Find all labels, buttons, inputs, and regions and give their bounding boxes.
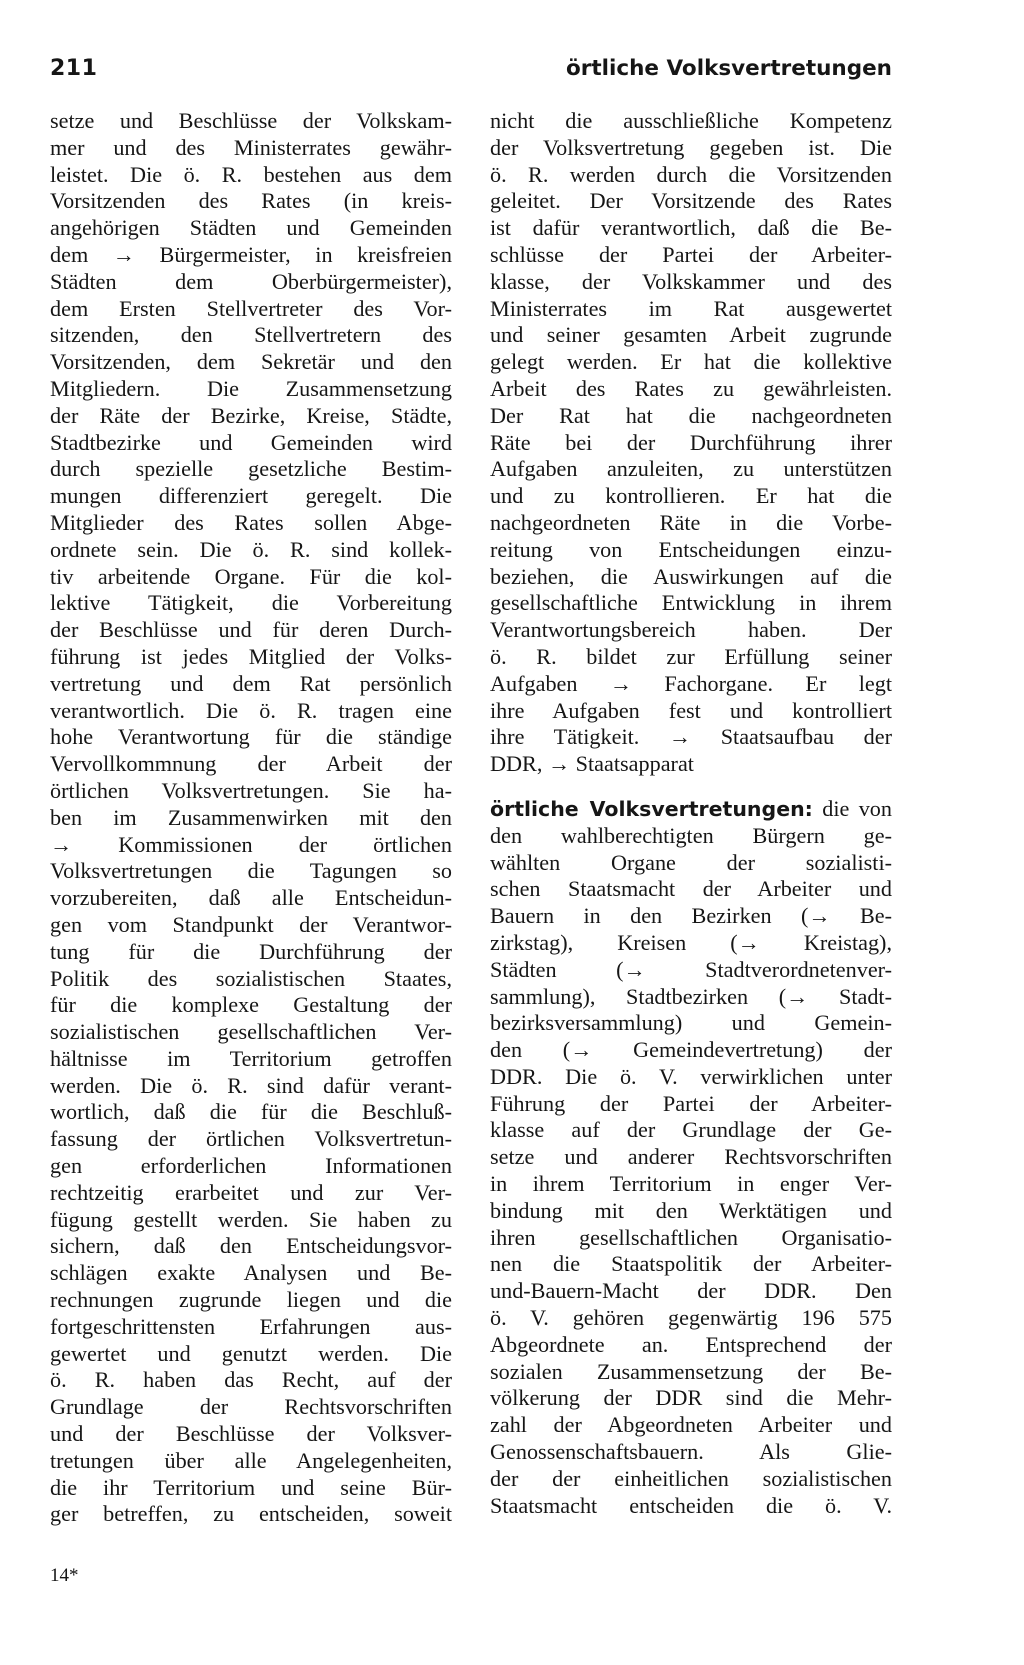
text-line: gewertet und genutzt werden. Die bbox=[50, 1340, 452, 1366]
text-line: vertretung und dem Rat persönlich bbox=[50, 670, 452, 696]
text-line: nicht die ausschließliche Kompetenz bbox=[490, 108, 892, 133]
text-line: tretungen über alle Angelegenheiten, bbox=[50, 1447, 452, 1473]
text-line: der Beschlüsse und für deren Durch- bbox=[50, 617, 452, 643]
text-line: Städten dem Oberbürgermeister), bbox=[50, 268, 452, 294]
text-line: schlägen exakte Analysen und Be- bbox=[50, 1260, 452, 1286]
text-line: rechnungen zugrunde liegen und die bbox=[50, 1287, 452, 1313]
text-line: Arbeit des Rates zu gewährleisten. bbox=[490, 375, 892, 401]
text-line: mungen differenziert geregelt. Die bbox=[50, 483, 452, 509]
text-line: die ihr Territorium und seine Bür- bbox=[50, 1474, 452, 1500]
text-line: mer und des Ministerrates gewähr- bbox=[50, 134, 452, 160]
text-line: tiv arbeitende Organe. Für die kol- bbox=[50, 563, 452, 589]
text-line: Städten (→ Stadtverordnetenver- bbox=[490, 956, 892, 982]
entry-first-line bbox=[490, 796, 892, 823]
text-line: Mitgliedern. Die Zusammensetzung bbox=[50, 375, 452, 401]
text-line: verantwortlich. Die ö. R. tragen eine bbox=[50, 697, 452, 723]
text-line: zirkstag), Kreisen (→ Kreistag), bbox=[490, 929, 892, 955]
entry-gap bbox=[490, 778, 892, 796]
text-line: ihre Tätigkeit. → Staatsaufbau der bbox=[490, 724, 892, 750]
text-line: gen vom Standpunkt der Verantwor- bbox=[50, 911, 452, 937]
text-line: sozialistischen gesellschaftlichen Ver- bbox=[50, 1019, 452, 1045]
text-line: leistet. Die ö. R. bestehen aus dem bbox=[50, 161, 452, 187]
text-line: dem Ersten Stellvertreter des Vor- bbox=[50, 295, 452, 321]
text-line: Staatsmacht entscheiden die ö. V. bbox=[490, 1492, 892, 1518]
text-line: reitung von Entscheidungen einzu- bbox=[490, 536, 892, 562]
text-line: Genossenschaftsbauern. Als Glie- bbox=[490, 1439, 892, 1465]
text-line: gesellschaftliche Entwicklung in ihrem bbox=[490, 590, 892, 616]
signature-mark: 14* bbox=[50, 1565, 79, 1586]
text-line: Vorsitzenden, dem Sekretär und den bbox=[50, 349, 452, 375]
text-line: sammlung), Stadtbezirken (→ Stadt- bbox=[490, 983, 892, 1009]
text-line: gelegt werden. Er hat die kollektive bbox=[490, 349, 892, 375]
text-line: Vervollkommnung der Arbeit der bbox=[50, 751, 452, 777]
text-line: und zu kontrollieren. Er hat die bbox=[490, 483, 892, 509]
text-line: Vorsitzenden des Rates (in kreis- bbox=[50, 188, 452, 214]
text-line: völkerung der DDR sind die Mehr- bbox=[490, 1385, 892, 1411]
text-line: fügung gestellt werden. Sie haben zu bbox=[50, 1206, 452, 1232]
text-line: ö. V. gehören gegenwärtig 196 575 bbox=[490, 1305, 892, 1331]
text-line: und der Beschlüsse der Volksver- bbox=[50, 1421, 452, 1447]
text-line: ordnete sein. Die ö. R. sind kollek- bbox=[50, 536, 452, 562]
text-line: und-Bauern-Macht der DDR. Den bbox=[490, 1278, 892, 1304]
text-line: wählten Organe der sozialisti- bbox=[490, 849, 892, 875]
text-line: in ihrem Territorium in enger Ver- bbox=[490, 1171, 892, 1197]
text-line: örtlichen Volksvertretungen. Sie ha- bbox=[50, 777, 452, 803]
entry-first-line-rest: die von bbox=[812, 795, 892, 821]
text-line: bezirksversammlung) und Gemein- bbox=[490, 1010, 892, 1036]
text-line: sitzenden, den Stellvertretern des bbox=[50, 322, 452, 348]
left-column bbox=[50, 108, 452, 1528]
text-line: den (→ Gemeindevertretung) der bbox=[490, 1037, 892, 1063]
text-line: Stadtbezirke und Gemeinden wird bbox=[50, 429, 452, 455]
text-line: wortlich, daß die für die Beschluß- bbox=[50, 1099, 452, 1125]
text-line: rechtzeitig erarbeitet und zur Ver- bbox=[50, 1179, 452, 1205]
text-line: nachgeordneten Räte in die Vorbe- bbox=[490, 509, 892, 535]
text-line: ben im Zusammenwirken mit den bbox=[50, 804, 452, 830]
text-line: klasse auf der Grundlage der Ge- bbox=[490, 1117, 892, 1143]
text-line: Verantwortungsbereich haben. Der bbox=[490, 617, 892, 643]
text-line: Aufgaben anzuleiten, zu unterstützen bbox=[490, 456, 892, 482]
text-line: Aufgaben → Fachorgane. Er legt bbox=[490, 670, 892, 696]
text-line: → Kommissionen der örtlichen bbox=[50, 831, 452, 857]
text-line: zahl der Abgeordneten Arbeiter und bbox=[490, 1412, 892, 1438]
text-line: setze und anderer Rechtsvorschriften bbox=[490, 1144, 892, 1170]
text-line: Mitglieder des Rates sollen Abge- bbox=[50, 509, 452, 535]
entry-headword: örtliche Volksvertretungen: bbox=[490, 796, 813, 821]
text-line: bindung mit den Werktätigen und bbox=[490, 1197, 892, 1223]
text-line: Räte bei der Durchführung ihrer bbox=[490, 429, 892, 455]
page-number: 211 bbox=[50, 56, 98, 81]
text-line: Politik des sozialistischen Staates, bbox=[50, 965, 452, 991]
text-line: Abgeordnete an. Entsprechend der bbox=[490, 1331, 892, 1357]
text-line: Bauern in den Bezirken (→ Be- bbox=[490, 903, 892, 929]
text-line: tung für die Durchführung der bbox=[50, 938, 452, 964]
text-line: sichern, daß den Entscheidungsvor- bbox=[50, 1233, 452, 1259]
text-line: ist dafür verantwortlich, daß die Be- bbox=[490, 215, 892, 241]
text-line: hältnisse im Territorium getroffen bbox=[50, 1045, 452, 1071]
text-line: der Volksvertretung gegeben ist. Die bbox=[490, 134, 892, 160]
text-line: ö. R. werden durch die Vorsitzenden bbox=[490, 161, 892, 187]
text-line: setze und Beschlüsse der Volkskam- bbox=[50, 108, 452, 133]
text-line: schlüsse der Partei der Arbeiter- bbox=[490, 241, 892, 267]
right-column bbox=[490, 108, 892, 1519]
text-line: Der Rat hat die nachgeordneten bbox=[490, 402, 892, 428]
text-line: gen erforderlichen Informationen bbox=[50, 1153, 452, 1179]
text-line: Führung der Partei der Arbeiter- bbox=[490, 1090, 892, 1116]
text-line: Volksvertretungen die Tagungen so bbox=[50, 858, 452, 884]
text-line: nen die Staatspolitik der Arbeiter- bbox=[490, 1251, 892, 1277]
text-line: lektive Tätigkeit, die Vorbereitung bbox=[50, 590, 452, 616]
text-line: vorzubereiten, daß alle Entscheidun- bbox=[50, 885, 452, 911]
text-line: den wahlberechtigten Bürgern ge- bbox=[490, 822, 892, 848]
text-line: schen Staatsmacht der Arbeiter und bbox=[490, 876, 892, 902]
text-line: Grundlage der Rechtsvorschriften bbox=[50, 1394, 452, 1420]
text-line: Ministerrates im Rat ausgewertet bbox=[490, 295, 892, 321]
text-line: fassung der örtlichen Volksvertretun- bbox=[50, 1126, 452, 1152]
text-line: beziehen, die Auswirkungen auf die bbox=[490, 563, 892, 589]
text-line: führung ist jedes Mitglied der Volks- bbox=[50, 643, 452, 669]
text-line: ö. R. bildet zur Erfüllung seiner bbox=[490, 643, 892, 669]
text-line: ö. R. haben das Recht, auf der bbox=[50, 1367, 452, 1393]
text-line: für die komplexe Gestaltung der bbox=[50, 992, 452, 1018]
text-line: der Räte der Bezirke, Kreise, Städte, bbox=[50, 402, 452, 428]
text-line: DDR, → Staatsapparat bbox=[490, 751, 694, 777]
text-line: geleitet. Der Vorsitzende des Rates bbox=[490, 188, 892, 214]
text-line: sozialen Zusammensetzung der Be- bbox=[490, 1358, 892, 1384]
text-line: angehörigen Städten und Gemeinden bbox=[50, 215, 452, 241]
text-line: ihre Aufgaben fest und kontrolliert bbox=[490, 697, 892, 723]
running-head: örtliche Volksvertretungen bbox=[565, 56, 892, 81]
text-line: der der einheitlichen sozialistischen bbox=[490, 1465, 892, 1491]
text-line: DDR. Die ö. V. verwirklichen unter bbox=[490, 1063, 892, 1089]
text-line: und seiner gesamten Arbeit zugrunde bbox=[490, 322, 892, 348]
text-line: dem → Bürgermeister, in kreisfreien bbox=[50, 241, 452, 267]
text-line: klasse, der Volkskammer und des bbox=[490, 268, 892, 294]
text-line: hohe Verantwortung für die ständige bbox=[50, 724, 452, 750]
text-line: fortgeschrittensten Erfahrungen aus- bbox=[50, 1313, 452, 1339]
text-line: ihren gesellschaftlichen Organisatio- bbox=[490, 1224, 892, 1250]
text-line: ger betreffen, zu entscheiden, soweit bbox=[50, 1501, 452, 1527]
text-line: durch spezielle gesetzliche Bestim- bbox=[50, 456, 452, 482]
text-line: werden. Die ö. R. sind dafür verant- bbox=[50, 1072, 452, 1098]
